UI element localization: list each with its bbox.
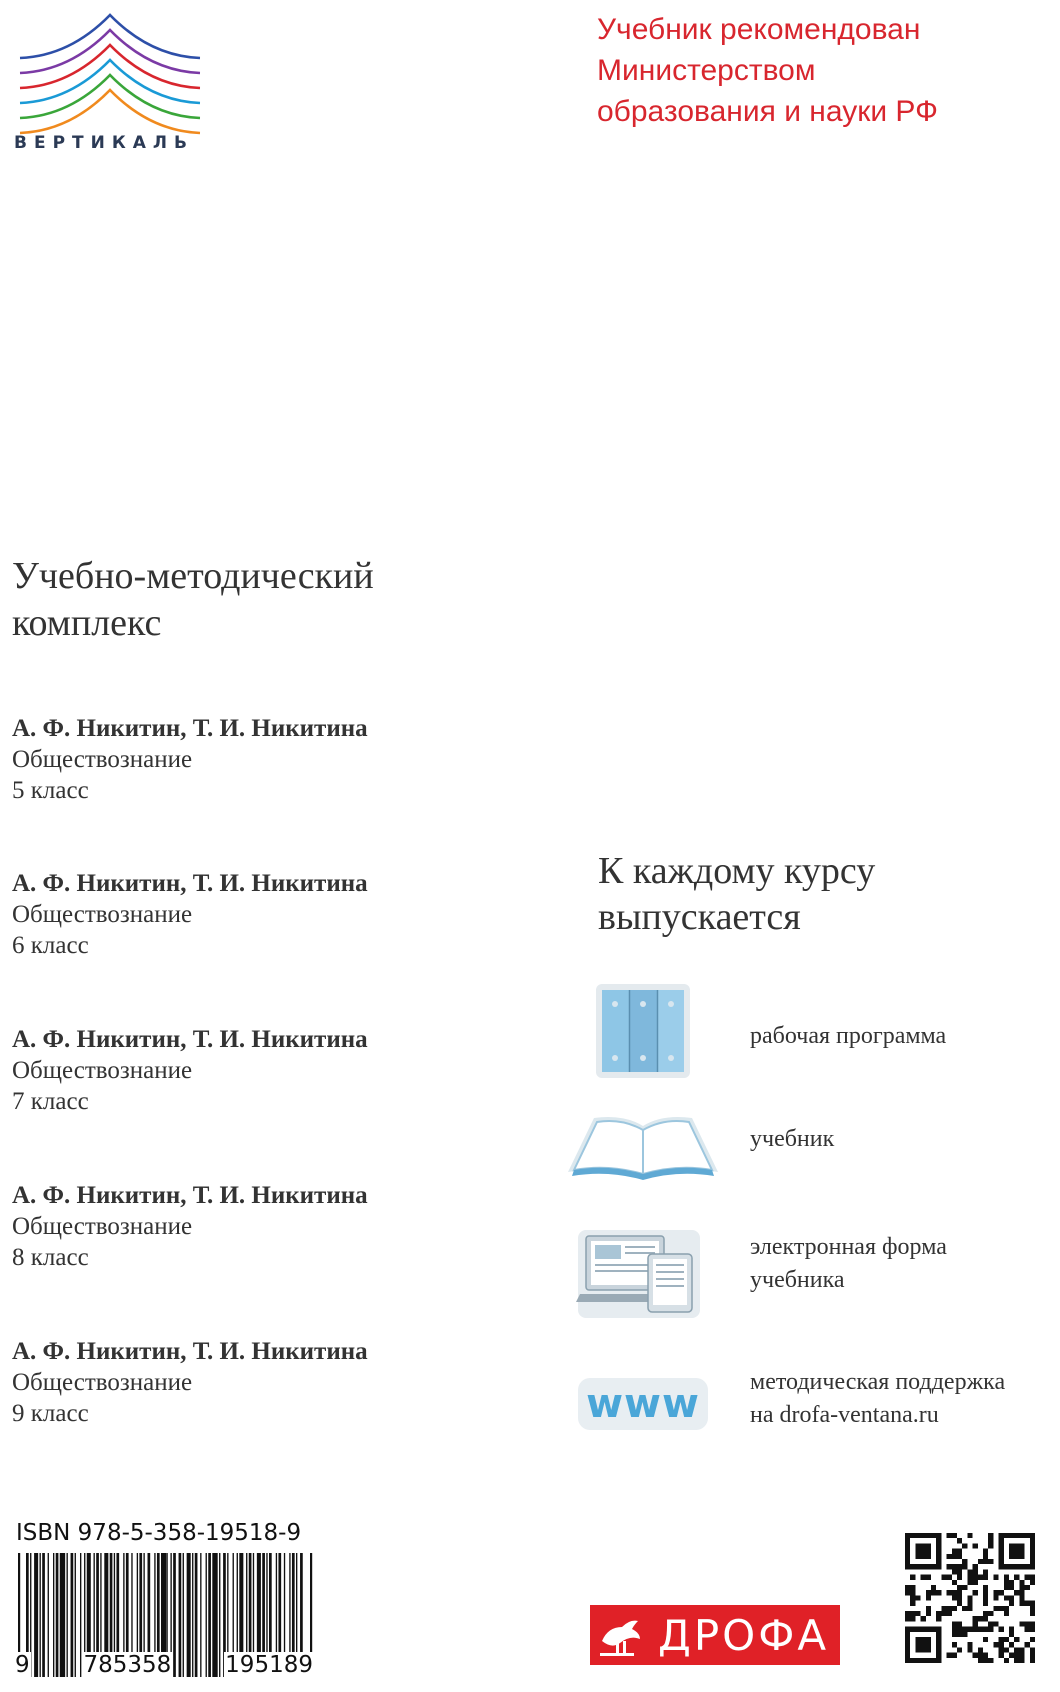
qr-module — [1025, 1642, 1030, 1647]
qr-module — [962, 1564, 967, 1569]
qr-module — [962, 1606, 967, 1611]
qr-module — [926, 1606, 931, 1611]
qr-module — [957, 1549, 962, 1554]
qr-module — [962, 1543, 967, 1548]
qr-module — [952, 1642, 957, 1647]
qr-module — [1004, 1637, 1009, 1642]
qr-module — [1019, 1595, 1024, 1600]
book-entry-grade-7 — [12, 1024, 368, 1117]
qr-module — [967, 1580, 972, 1585]
qr-module — [1025, 1585, 1030, 1590]
qr-code-icon — [905, 1533, 1035, 1663]
complex-heading — [12, 553, 374, 647]
resources-heading-line: К каждому курсу — [598, 850, 876, 892]
qr-module — [1009, 1642, 1014, 1647]
qr-module — [1019, 1601, 1024, 1606]
qr-module — [988, 1611, 993, 1616]
qr-module — [1014, 1658, 1019, 1663]
qr-module — [957, 1538, 962, 1543]
qr-module — [1004, 1606, 1009, 1611]
qr-module — [947, 1554, 952, 1559]
qr-module — [983, 1554, 988, 1559]
qr-module — [962, 1585, 967, 1590]
book-authors: А. Ф. Никитин, Т. И. Никитина — [12, 1338, 368, 1365]
qr-module — [941, 1611, 946, 1616]
resource-label-work-program — [750, 1020, 946, 1053]
qr-module — [1019, 1621, 1024, 1626]
qr-module — [1004, 1585, 1009, 1590]
qr-module — [1014, 1647, 1019, 1652]
qr-module — [967, 1569, 972, 1574]
qr-module — [1019, 1653, 1024, 1658]
qr-finder — [905, 1564, 941, 1569]
qr-module — [936, 1611, 941, 1616]
qr-module — [1014, 1653, 1019, 1658]
qr-module — [983, 1590, 988, 1595]
qr-module — [988, 1621, 993, 1626]
qr-module — [973, 1616, 978, 1621]
book-subject: Обществознание — [12, 746, 193, 773]
qr-module — [1009, 1627, 1014, 1632]
qr-module — [957, 1569, 962, 1574]
book-subject: Обществознание — [12, 901, 193, 928]
barcode-digit-group: 195189 — [225, 1652, 313, 1678]
resource-label-line: электронная форма — [750, 1234, 947, 1260]
qr-module — [910, 1611, 915, 1616]
book-subject: Обществознание — [12, 1369, 193, 1396]
qr-module — [983, 1549, 988, 1554]
qr-module — [978, 1653, 983, 1658]
resource-label-line: методическая поддержка — [750, 1369, 1006, 1395]
qr-module — [978, 1616, 983, 1621]
qr-module — [983, 1559, 988, 1564]
qr-module — [1030, 1575, 1035, 1580]
qr-module — [993, 1642, 998, 1647]
resource-label-textbook — [750, 1123, 834, 1156]
qr-finder — [915, 1637, 931, 1653]
qr-module — [910, 1590, 915, 1595]
qr-module — [957, 1627, 962, 1632]
qr-module — [931, 1590, 936, 1595]
qr-module — [978, 1658, 983, 1663]
qr-finder — [905, 1627, 941, 1632]
qr-module — [905, 1585, 910, 1590]
qr-module — [999, 1653, 1004, 1658]
qr-module — [1030, 1653, 1035, 1658]
qr-finder — [936, 1533, 941, 1569]
isbn-label: ISBN 978-5-358-19518-9 — [16, 1520, 302, 1546]
publisher-name: ДРОФА — [658, 1610, 830, 1660]
qr-finder — [905, 1533, 910, 1569]
qr-module — [983, 1601, 988, 1606]
qr-module — [910, 1595, 915, 1600]
resource-label-line: рабочая программа — [750, 1023, 947, 1049]
qr-module — [947, 1590, 952, 1595]
qr-module — [983, 1595, 988, 1600]
qr-module — [1019, 1658, 1024, 1663]
qr-module — [988, 1538, 993, 1543]
qr-module — [1025, 1575, 1030, 1580]
resource-label-line: учебник — [750, 1126, 835, 1152]
qr-module — [978, 1627, 983, 1632]
qr-module — [993, 1621, 998, 1626]
qr-module — [1030, 1658, 1035, 1663]
complex-heading-line: комплекс — [12, 602, 162, 644]
qr-module — [1025, 1601, 1030, 1606]
book-subject: Обществознание — [12, 1213, 193, 1240]
qr-module — [988, 1627, 993, 1632]
recommendation-line: Министерством — [597, 54, 816, 87]
qr-module — [957, 1585, 962, 1590]
qr-module — [967, 1595, 972, 1600]
book-entry-grade-6 — [12, 868, 368, 961]
qr-module — [1030, 1601, 1035, 1606]
qr-module — [926, 1595, 931, 1600]
qr-module — [905, 1616, 910, 1621]
qr-module — [931, 1585, 936, 1590]
qr-module — [905, 1611, 910, 1616]
qr-module — [947, 1575, 952, 1580]
resources-heading — [598, 848, 875, 940]
qr-module — [1009, 1601, 1014, 1606]
qr-module — [962, 1627, 967, 1632]
qr-module — [1004, 1595, 1009, 1600]
qr-module — [957, 1632, 962, 1637]
www-icon — [578, 1378, 708, 1430]
book-grade: 8 класс — [12, 1244, 89, 1271]
resource-label-line: учебника — [750, 1267, 845, 1293]
qr-module — [941, 1606, 946, 1611]
barcode-digits — [14, 1652, 314, 1678]
qr-module — [910, 1616, 915, 1621]
qr-module — [947, 1564, 952, 1569]
binders-icon — [594, 982, 692, 1080]
qr-module — [962, 1559, 967, 1564]
qr-finder — [915, 1543, 931, 1559]
resource-label-line: на drofa-ventana.ru — [750, 1402, 939, 1428]
open-book-icon — [564, 1112, 722, 1184]
qr-module — [988, 1559, 993, 1564]
publisher-logo — [590, 1605, 840, 1665]
qr-module — [983, 1585, 988, 1590]
qr-module — [993, 1606, 998, 1611]
qr-module — [999, 1647, 1004, 1652]
qr-module — [941, 1575, 946, 1580]
qr-module — [1030, 1611, 1035, 1616]
qr-module — [978, 1575, 983, 1580]
qr-module — [936, 1616, 941, 1621]
qr-module — [952, 1554, 957, 1559]
qr-module — [952, 1549, 957, 1554]
qr-module — [1030, 1580, 1035, 1585]
qr-module — [973, 1569, 978, 1574]
qr-module — [952, 1569, 957, 1574]
qr-module — [1030, 1647, 1035, 1652]
qr-module — [1030, 1627, 1035, 1632]
qr-module — [1009, 1632, 1014, 1637]
resources-heading-line: выпускается — [598, 896, 801, 938]
qr-module — [1030, 1637, 1035, 1642]
qr-module — [910, 1585, 915, 1590]
resource-label-e-textbook — [750, 1231, 947, 1297]
qr-module — [1030, 1621, 1035, 1626]
qr-module — [1004, 1580, 1009, 1585]
qr-module — [983, 1616, 988, 1621]
qr-finder — [999, 1533, 1035, 1538]
qr-module — [1004, 1658, 1009, 1663]
qr-finder — [936, 1627, 941, 1663]
qr-module — [988, 1543, 993, 1548]
qr-module — [926, 1611, 931, 1616]
qr-module — [999, 1590, 1004, 1595]
qr-module — [983, 1627, 988, 1632]
qr-finder — [999, 1533, 1004, 1569]
qr-module — [957, 1595, 962, 1600]
qr-module — [1014, 1575, 1019, 1580]
qr-module — [910, 1575, 915, 1580]
qr-module — [926, 1590, 931, 1595]
qr-module — [957, 1647, 962, 1652]
qr-module — [1004, 1575, 1009, 1580]
book-entry-grade-8 — [12, 1180, 368, 1273]
recommendation-line: Учебник рекомендован — [597, 13, 921, 46]
qr-module — [973, 1543, 978, 1548]
book-authors: А. Ф. Никитин, Т. И. Никитина — [12, 1026, 368, 1053]
qr-module — [957, 1575, 962, 1580]
book-authors: А. Ф. Никитин, Т. И. Никитина — [12, 1182, 368, 1209]
qr-module — [1019, 1590, 1024, 1595]
resource-label-method-support — [750, 1366, 1005, 1432]
qr-module — [957, 1564, 962, 1569]
qr-module — [1019, 1585, 1024, 1590]
qr-module — [999, 1637, 1004, 1642]
book-entry-grade-5 — [12, 713, 368, 806]
qr-module — [967, 1575, 972, 1580]
bustard-bird-icon — [590, 1605, 650, 1665]
qr-module — [952, 1606, 957, 1611]
qr-module — [967, 1642, 972, 1647]
qr-module — [915, 1595, 920, 1600]
qr-module — [1009, 1585, 1014, 1590]
qr-module — [978, 1647, 983, 1652]
qr-finder — [905, 1533, 941, 1538]
qr-finder — [905, 1627, 910, 1663]
qr-module — [1009, 1653, 1014, 1658]
qr-module — [967, 1627, 972, 1632]
qr-module — [905, 1590, 910, 1595]
barcode-digit-group: 785358 — [83, 1652, 172, 1678]
qr-module — [910, 1601, 915, 1606]
qr-module — [957, 1601, 962, 1606]
qr-module — [1009, 1580, 1014, 1585]
qr-module — [952, 1627, 957, 1632]
qr-module — [999, 1642, 1004, 1647]
qr-module — [957, 1621, 962, 1626]
book-grade: 5 класс — [12, 777, 89, 804]
qr-module — [947, 1533, 952, 1538]
qr-module — [952, 1564, 957, 1569]
qr-module — [993, 1595, 998, 1600]
complex-heading-line: Учебно-методический — [12, 555, 374, 597]
qr-module — [1014, 1637, 1019, 1642]
qr-module — [983, 1575, 988, 1580]
qr-finder — [999, 1564, 1035, 1569]
qr-module — [952, 1590, 957, 1595]
qr-module — [1025, 1621, 1030, 1626]
qr-module — [1030, 1606, 1035, 1611]
qr-module — [983, 1653, 988, 1658]
qr-module — [947, 1653, 952, 1658]
book-grade: 9 класс — [12, 1400, 89, 1427]
qr-module — [999, 1606, 1004, 1611]
qr-module — [1004, 1647, 1009, 1652]
qr-module — [973, 1653, 978, 1658]
qr-module — [967, 1533, 972, 1538]
logo-text: ВЕРТИКАЛЬ — [14, 133, 194, 153]
qr-module — [978, 1559, 983, 1564]
qr-module — [973, 1564, 978, 1569]
qr-module — [947, 1606, 952, 1611]
qr-module — [957, 1590, 962, 1595]
qr-module — [973, 1621, 978, 1626]
qr-module — [915, 1611, 920, 1616]
book-entry-grade-9 — [12, 1336, 368, 1429]
qr-module — [1019, 1580, 1024, 1585]
qr-module — [988, 1533, 993, 1538]
qr-module — [993, 1575, 998, 1580]
qr-module — [952, 1580, 957, 1585]
devices-icon — [576, 1228, 702, 1320]
qr-module — [952, 1621, 957, 1626]
qr-module — [1025, 1627, 1030, 1632]
qr-module — [999, 1627, 1004, 1632]
qr-module — [1009, 1595, 1014, 1600]
qr-finder — [1030, 1533, 1035, 1569]
barcode-digit-group: 9 — [15, 1652, 30, 1678]
qr-module — [967, 1606, 972, 1611]
qr-module — [973, 1590, 978, 1595]
qr-module — [983, 1569, 988, 1574]
recommendation-line: образования и науки РФ — [597, 95, 938, 128]
qr-module — [1019, 1647, 1024, 1652]
qr-module — [1014, 1590, 1019, 1595]
book-authors: А. Ф. Никитин, Т. И. Никитина — [12, 715, 368, 742]
qr-module — [973, 1627, 978, 1632]
qr-module — [947, 1611, 952, 1616]
qr-module — [983, 1658, 988, 1663]
qr-module — [921, 1575, 926, 1580]
qr-module — [952, 1533, 957, 1538]
ministry-recommendation — [597, 9, 1037, 132]
qr-module — [993, 1590, 998, 1595]
qr-module — [967, 1647, 972, 1652]
qr-module — [983, 1637, 988, 1642]
qr-module — [967, 1601, 972, 1606]
book-subject: Обществознание — [12, 1057, 193, 1084]
qr-module — [936, 1590, 941, 1595]
qr-finder — [905, 1658, 941, 1663]
qr-module — [1004, 1611, 1009, 1616]
book-grade: 7 класс — [12, 1088, 89, 1115]
book-grade: 6 класс — [12, 932, 89, 959]
qr-module — [952, 1632, 957, 1637]
qr-module — [973, 1580, 978, 1585]
qr-module — [962, 1632, 967, 1637]
qr-module — [921, 1616, 926, 1621]
qr-module — [983, 1611, 988, 1616]
qr-module — [952, 1653, 957, 1658]
qr-finder — [1009, 1543, 1025, 1559]
qr-module — [926, 1575, 931, 1580]
www-icon-text: www — [586, 1381, 700, 1427]
qr-module — [988, 1658, 993, 1663]
qr-module — [973, 1575, 978, 1580]
book-authors: А. Ф. Никитин, Т. И. Никитина — [12, 870, 368, 897]
qr-module — [952, 1595, 957, 1600]
qr-module — [957, 1554, 962, 1559]
